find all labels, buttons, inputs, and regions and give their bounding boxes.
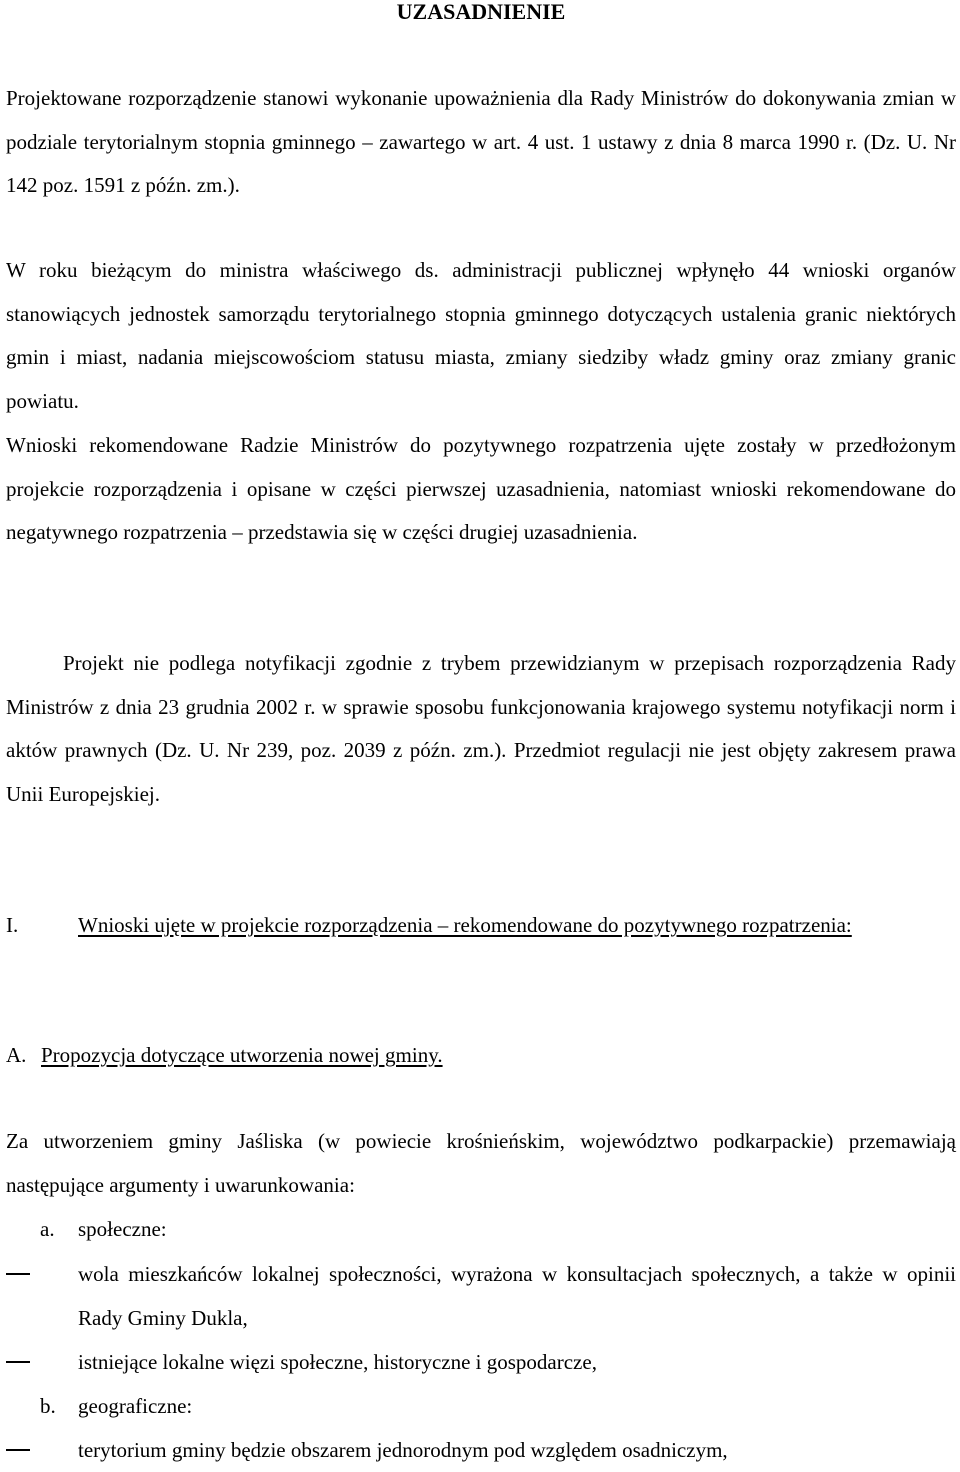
subsection-letter: A.: [6, 1043, 27, 1067]
subsection-title: Propozycja dotyczące utworzenia nowej gminy.: [41, 1043, 443, 1067]
document-title: UZASADNIENIE: [396, 0, 566, 24]
paragraph-arguments-intro: Za utworzeniem gminy Jaśliska (w powiecie krośnieńskim, województwo podkarpackie) przemawiają następujące argumenty i uwarunkowania:: [6, 1129, 956, 1197]
paragraph-recommended-applications: Wnioski rekomendowane Radzie Ministrów do pozytywnego rozpatrzenia ujęte zostały w przedłożonym projekcie rozporządzenia i opisane w części pierwszej uzasadnienia, natomiast wnioski rekomendowane do negatywnego rozpatrzenia – przedstawia się w części drugiej uzasadnienia.: [6, 433, 956, 544]
dash-bullet-icon: [6, 1449, 30, 1451]
list-marker: b.: [40, 1394, 56, 1418]
section-number: I.: [6, 913, 19, 937]
list-marker: a.: [40, 1217, 55, 1241]
list-label: geograficzne:: [78, 1394, 193, 1418]
paragraph-legal-basis: Projektowane rozporządzenie stanowi wykonanie upoważnienia dla Rady Ministrów do dokonywania zmian w podziale terytorialnym stopnia gminnego – zawartego w art. 4 ust. 1 ustawy z dnia 8 marca 1990 r. (Dz. U. Nr 142 poz. 1591 z późn. zm.).: [6, 86, 956, 197]
dash-bullet-icon: [6, 1273, 30, 1275]
list-label: społeczne:: [78, 1217, 167, 1241]
dash-bullet-icon: [6, 1361, 30, 1363]
section-title: Wnioski ujęte w projekcie rozporządzenia – rekomendowane do pozytywnego rozpatrzenia:: [78, 913, 852, 937]
paragraph-applications-received: W roku bieżącym do ministra właściwego ds. administracji publicznej wpłynęło 44 wnioski organów stanowiących jednostek samorządu terytorialnego stopnia gminnego dotyczących ustalenia granic niektórych gmin i miast, nadania miejscowościom statusu miasta, zmiany siedziby władz gminy oraz zmiany granic powiatu.: [6, 258, 956, 413]
list-item-text: wola mieszkańców lokalnej społeczności, wyrażona w konsultacjach społecznych, a także w opinii Rady Gminy Dukla,: [78, 1262, 956, 1330]
paragraph-notification: Projekt nie podlega notyfikacji zgodnie z trybem przewidzianym w przepisach rozporządzenia Rady Ministrów z dnia 23 grudnia 2002 r. w sprawie sposobu funkcjonowania krajowego systemu notyfikacji norm i aktów prawnych (Dz. U. Nr 239, poz. 2039 z późn. zm.). Przedmiot regulacji nie jest objęty zakresem prawa Unii Europejskiej.: [6, 651, 956, 806]
list-item-text: terytorium gminy będzie obszarem jednorodnym pod względem osadniczym,: [78, 1438, 728, 1462]
list-item-text: istniejące lokalne więzi społeczne, historyczne i gospodarcze,: [78, 1350, 597, 1374]
